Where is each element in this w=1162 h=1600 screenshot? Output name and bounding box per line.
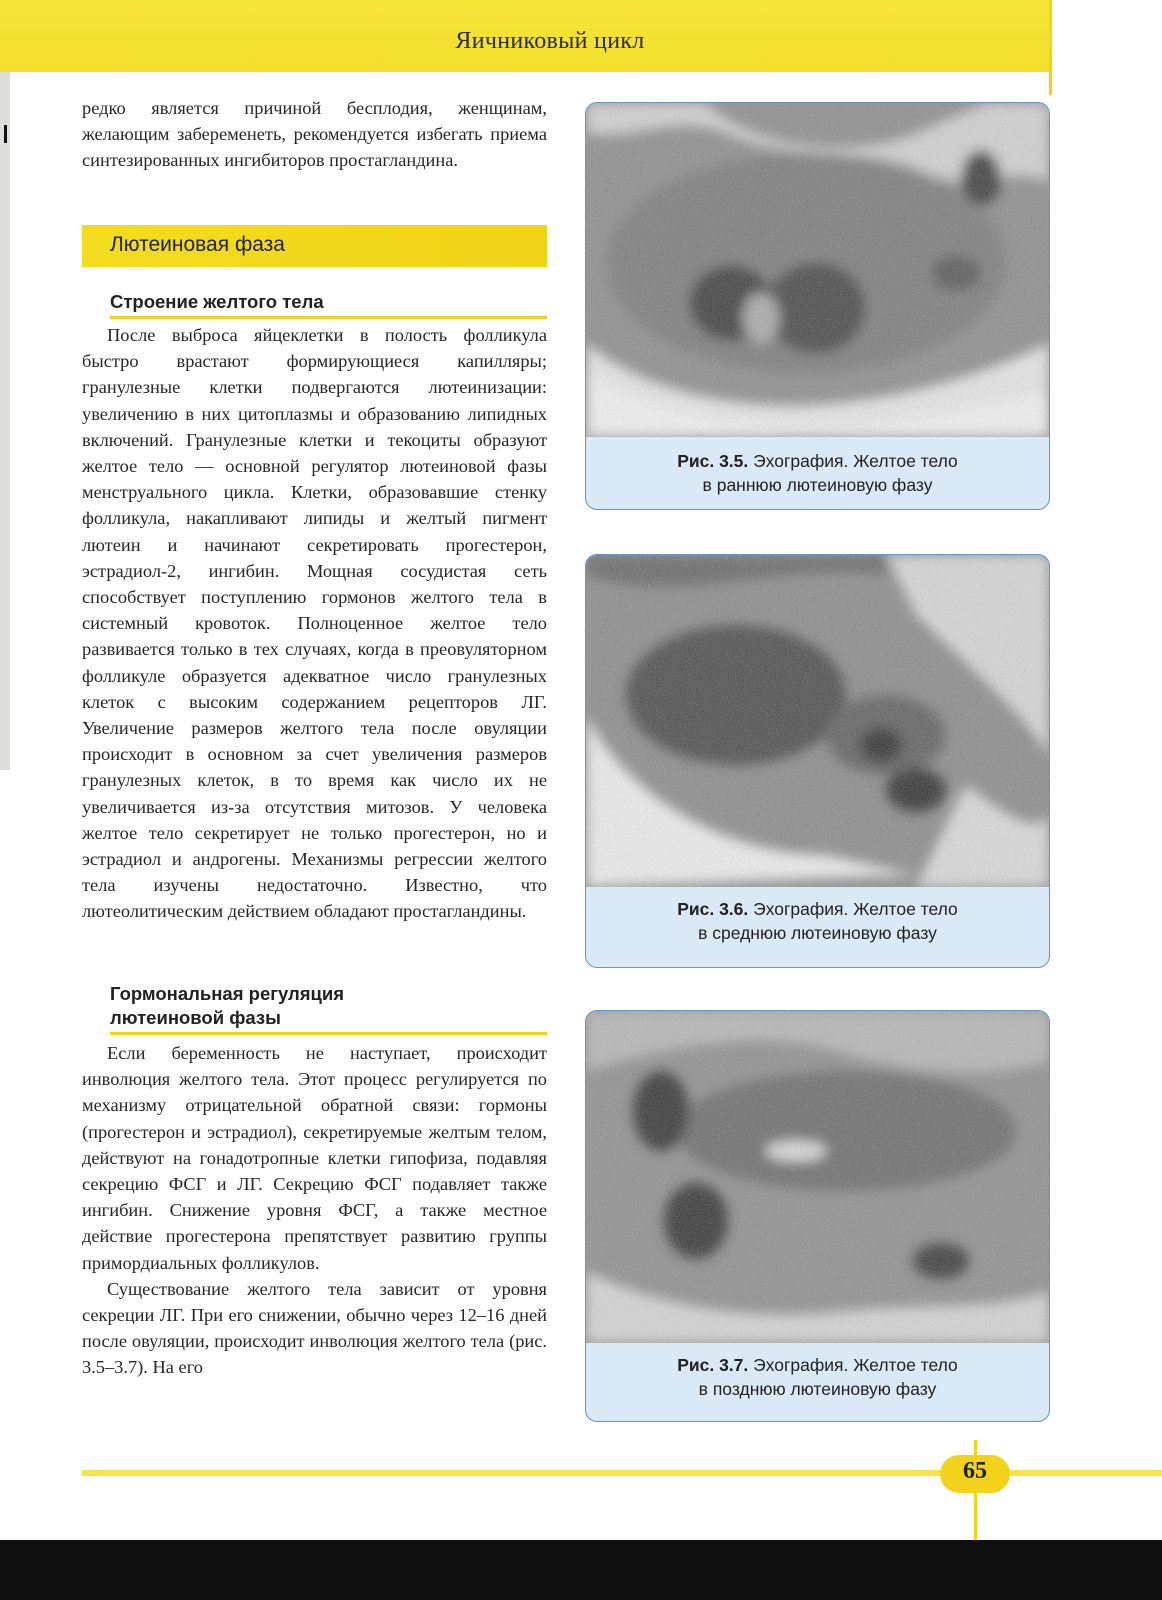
figure-3-5 bbox=[585, 102, 1050, 510]
figure-caption bbox=[586, 449, 1049, 497]
caption-text: в позднюю лютеиновую фазу bbox=[698, 1379, 937, 1399]
ultrasound-image bbox=[586, 555, 1049, 887]
structure-block bbox=[82, 322, 547, 925]
intro-block bbox=[82, 95, 547, 174]
subsection-title-line: лютеиновой фазы bbox=[110, 1007, 281, 1028]
caption-text: Эхография. Желтое тело bbox=[753, 451, 958, 471]
subsection-title-line: Гормональная регуляция bbox=[110, 983, 345, 1004]
structure-paragraph: После выброса яйцеклетки в полость фолликула быстро врастают формирующиеся капилляры; гранулезные клетки подвергаются лютеинизации: увеличению в них цитоплазмы и образованию липидных включений. Гранулезные клетки и текоциты образуют желтое тело — основной регулятор лютеиновой фазы менструального цикла. Клетки, образовавшие стенку фолликула, накапливают липиды и желтый пигмент лютеин и начинают секретировать прогестерон, эстрадиол-2, ингибин. Мощная сосудистая сеть способствует поступлению гормонов желтого тела в системный кровоток. Полноценное желтое тело развивается только в тех случаях, когда в преовуляторном фолликуле образуется адекватное число гранулезных клеток с высоким содержанием рецепторов ЛГ. Увеличение размеров желтого тела после овуляции происходит в основном за счет увеличения размеров гранулезных клеток, в то время как число их не увеличивается из-за отсутствия митозов. У человека желтое тело секретирует не только прогестерон, но и эстрадиол и андрогены. Механизмы регрессии желтого тела изучены недостаточно. Известно, что лютеолитическим действием обладают простагландины. bbox=[82, 325, 547, 922]
figure-caption bbox=[586, 897, 1049, 945]
section-title: Лютеиновая фаза bbox=[110, 233, 285, 256]
figure-label: Рис. 3.7. bbox=[677, 1355, 749, 1375]
regulation-paragraph-2: Существование желтого тела зависит от уровня секреции ЛГ. При его снижении, обычно через 12–16 дней после овуляции, происходит инволюция желтого тела (рис. 3.5–3.7). На его bbox=[82, 1278, 547, 1378]
figure-caption bbox=[586, 1353, 1049, 1401]
subsection-title-structure: Строение желтого тела bbox=[110, 291, 324, 312]
scan-bottom-edge bbox=[0, 1540, 1162, 1600]
page-number: 65 bbox=[963, 1458, 987, 1484]
caption-text: в среднюю лютеиновую фазу bbox=[698, 923, 937, 943]
intro-paragraph: редко является причиной бесплодия, женщинам, желающим забеременеть, рекомендуется избегать приема синтезированных ингибиторов простагландина. bbox=[82, 98, 547, 171]
subsection-title-regulation bbox=[110, 982, 547, 1030]
regulation-paragraph-1: Если беременность не наступает, происходит инволюция желтого тела. Этот процесс регулируется по механизму отрицательной обратной связи: гормоны (прогестерон и эстрадиол), секретируемые желтым телом, действуют на гонадотропные клетки гипофиза, подавляя секрецию ФСГ и ЛГ. Секрецию ФСГ подавляет также ингибин. Снижение уровня ФСГ, а также местное действие прогестерона препятствует развитию группы примордиальных фолликулов. bbox=[82, 1043, 547, 1273]
figure-3-7 bbox=[585, 1010, 1050, 1422]
ultrasound-image bbox=[586, 1011, 1049, 1343]
figure-label: Рис. 3.5. bbox=[677, 451, 749, 471]
scan-edge bbox=[0, 0, 10, 770]
subsection-rule bbox=[110, 1032, 547, 1035]
scan-mark bbox=[4, 125, 7, 143]
ultrasound-image bbox=[586, 103, 1049, 437]
subsection-rule bbox=[110, 316, 547, 319]
caption-text: Эхография. Желтое тело bbox=[753, 899, 958, 919]
regulation-block bbox=[82, 1040, 547, 1381]
running-header: Яичниковый цикл bbox=[455, 28, 645, 54]
figure-label: Рис. 3.6. bbox=[677, 899, 749, 919]
caption-text: Эхография. Желтое тело bbox=[753, 1355, 958, 1375]
caption-text: в раннюю лютеиновую фазу bbox=[702, 475, 933, 495]
figure-3-6 bbox=[585, 554, 1050, 968]
section-banner bbox=[82, 225, 547, 267]
